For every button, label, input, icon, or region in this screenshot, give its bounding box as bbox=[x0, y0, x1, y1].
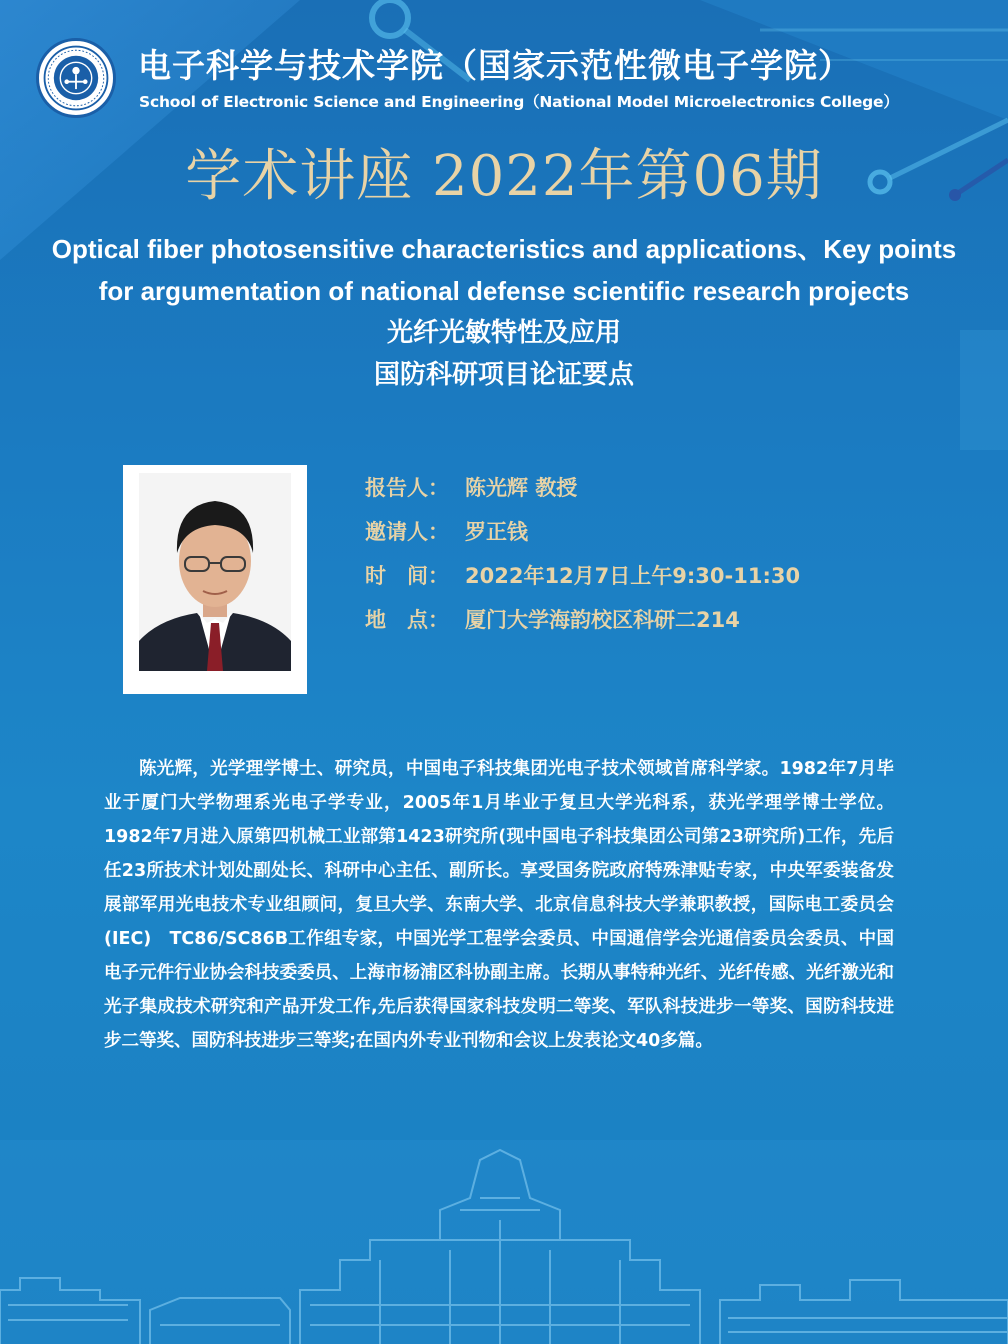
inviter-label: 邀请人： bbox=[365, 520, 449, 544]
topic-en-line-1: Optical fiber photosensitive characteristics and applications、Key points bbox=[51, 234, 957, 264]
place-label: 地 点： bbox=[365, 608, 449, 632]
time-label: 时 间： bbox=[365, 564, 449, 588]
lecture-series-title: 学术讲座 2022年第06期 bbox=[185, 144, 823, 209]
speaker-value: 陈光辉 教授 bbox=[465, 476, 578, 500]
inviter-row bbox=[365, 514, 800, 558]
speaker-photo bbox=[123, 465, 307, 694]
campus-buildings-silhouette bbox=[0, 1140, 1008, 1344]
lecture-info bbox=[365, 470, 800, 646]
topic-cn-line-2: 国防科研项目论证要点 bbox=[373, 360, 634, 390]
speaker-bio: 陈光辉，光学理学博士、研究员，中国电子科技集团光电子技术领域首席科学家。1982年7月毕业于厦门大学物理系光电子学专业，2005年1月毕业于复旦大学光科系，获光学理学博士学位。1982年7月进入原第四机械工业部第1423研究所(现中国电子科技集团公司第23研究所)工作，先后任23所技术计划处副处长、科研中心主任、副所长。享受国务院政府特殊津贴专家，中央军委装备发展部军用光电技术专业组顾问，复旦大学、东南大学、北京信息科技大学兼职教授，国际电工委员会(IEC) TC86/SC86B工作组专家，中国光学工程学会委员、中国通信学会光通信委员会委员、中国电子元件行业协会科技委委员、上海市杨浦区科协副主席。长期从事特种光纤、光纤传感、光纤激光和光子集成技术研究和产品开发工作,先后获得国家科技发明二等奖、军队科技进步一等奖、国防科技进步二等奖、国防科技进步三等奖;在国内外专业刊物和会议上发表论文40多篇。 bbox=[104, 759, 894, 1051]
lecture-topic bbox=[0, 228, 1008, 396]
topic-en-line-2: for argumentation of national defense scientific research projects bbox=[98, 276, 910, 306]
inviter-value: 罗正钱 bbox=[465, 520, 528, 544]
time-row bbox=[365, 558, 800, 602]
speaker-row bbox=[365, 470, 800, 514]
speaker-label: 报告人： bbox=[365, 476, 449, 500]
place-row bbox=[365, 602, 800, 646]
school-name-cn: 电子科学与技术学院（国家示范性微电子学院） bbox=[138, 46, 852, 85]
place-value: 厦门大学海韵校区科研二214 bbox=[465, 608, 740, 632]
topic-cn-line-1: 光纤光敏特性及应用 bbox=[386, 318, 621, 348]
header bbox=[0, 0, 1008, 130]
school-name-en: School of Electronic Science and Engineering（National Model Microelectronics College） bbox=[139, 93, 899, 111]
time-value: 2022年12月7日上午9:30-11:30 bbox=[465, 564, 801, 588]
university-seal-icon bbox=[36, 38, 116, 118]
speaker-portrait bbox=[139, 473, 291, 671]
